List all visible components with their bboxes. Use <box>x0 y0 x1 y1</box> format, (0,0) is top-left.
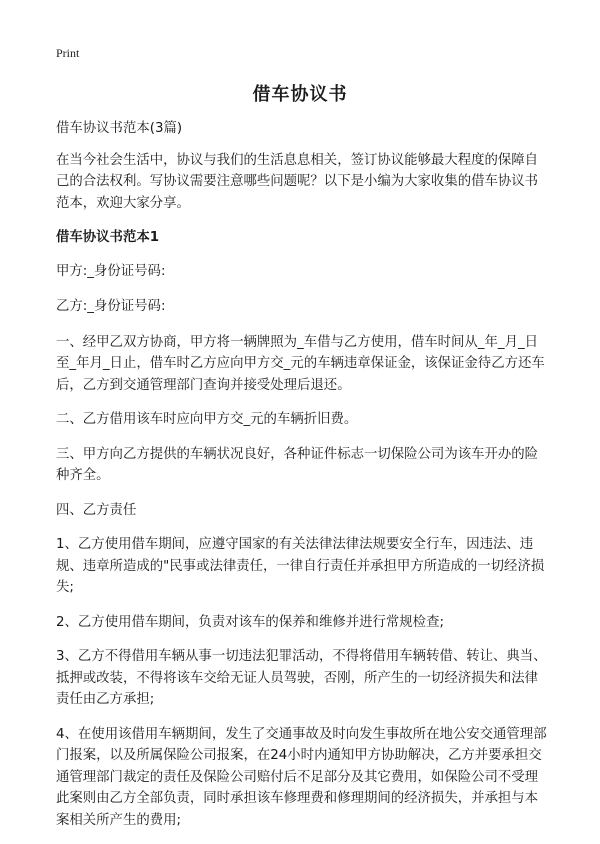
clause-2: 二、乙方借用该车时应向甲方交_元的车辆折旧费。 <box>56 412 358 427</box>
party-a-line: 甲方:_身份证号码: <box>56 263 166 279</box>
party-b-line: 乙方:_身份证号码: <box>56 299 166 314</box>
clause-3: 三、甲方向乙方提供的车辆状况良好，各种证件标志一切保险公司为该车开办的险种齐全。 <box>56 446 539 483</box>
clause-1: 一、经甲乙双方协商，甲方将一辆牌照为_车借与乙方使用，借车时间从_年_月_日至_年月_日止，借车时乙方应向甲方交_元的车辆违章保证金，该保证金待乙方还车后，乙方到交通管理部门查询并接受处理后退还。 <box>56 334 545 393</box>
document-subtitle: 借车协议书范本(3篇) <box>56 121 183 136</box>
document-title: 借车协议书 <box>252 84 348 105</box>
document-body <box>56 118 548 844</box>
responsibility-item-4: 4、在使用该借用车辆期间，发生了交通事故及时向发生事故所在地公安交通管理部门报案，以及所属保险公司报案，在24小时内通知甲方协助解决，乙方并要承担交通管理部门裁定的责任及保险公司赔付后不足部分及其它费用，如保险公司不受理此案则由乙方全部负责，同时承担该车修理费和修理期间的经济损失，并承担与本案相关所产生的费用; <box>56 726 547 828</box>
print-link[interactable]: Print <box>56 46 80 60</box>
intro-paragraph: 在当今社会生活中，协议与我们的生活息息相关，签订协议能够最大程度的保障自己的合法权利。写协议需要注意哪些问题呢？以下是小编为大家收集的借车协议书范本，欢迎大家分享。 <box>56 152 539 211</box>
responsibility-item-2: 2、乙方使用借车期间，负责对该车的保养和维修并进行常规检查; <box>56 614 444 630</box>
responsibility-item-1: 1、乙方使用借车期间，应遵守国家的有关法律法律法规要安全行车，因违法、违规、违章所造成的"民事或法律责任，一律自行责任并承担甲方所造成的一切经济损失; <box>56 537 545 595</box>
responsibility-item-3: 3、乙方不得借用车辆从事一切违法犯罪活动，不得将借用车辆转借、转让、典当、抵押或改装，不得将该车交给无证人员驾驶，否刚，所产生的一切经济损失和法律责任由乙方承担; <box>56 649 547 707</box>
clause-4-heading: 四、乙方责任 <box>56 502 137 518</box>
section-heading: 借车协议书范本1 <box>56 230 160 245</box>
